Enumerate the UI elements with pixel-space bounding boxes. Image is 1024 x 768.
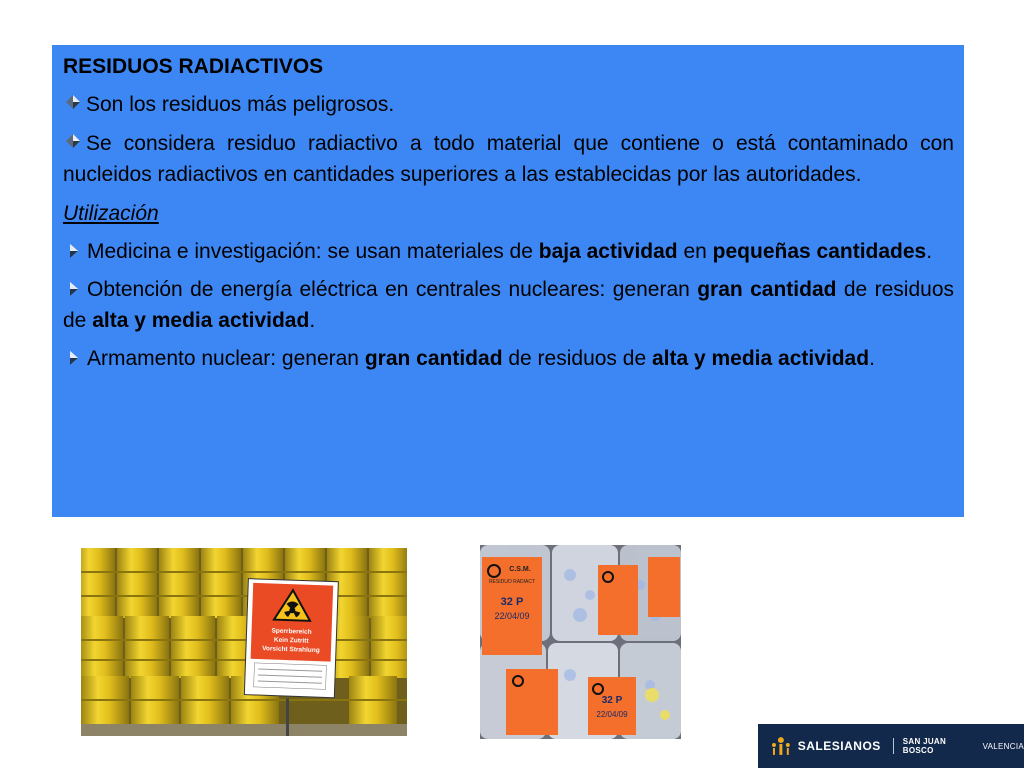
emphasis: gran cantidad xyxy=(364,347,503,370)
bullet-armamento: Armamento nuclear: generan gran cantidad de residuos de alta y media actividad. xyxy=(63,343,954,374)
triangle-arrow-icon xyxy=(69,243,79,259)
jar-label-5: 32 P xyxy=(601,695,623,706)
diamond-bullet-icon xyxy=(66,134,80,148)
jar-label-2: RESIDUO RADIACT xyxy=(488,579,536,585)
slide-title: RESIDUOS RADIACTIVOS xyxy=(63,55,324,78)
barrels-illustration xyxy=(81,548,407,736)
paragraph-1-text: Son los residuos más peligrosos. xyxy=(86,93,395,116)
emphasis: pequeñas cantidades xyxy=(712,240,927,263)
sign-line-1: Sperrbereich xyxy=(271,627,312,636)
jar-label-3: 32 P xyxy=(500,596,524,608)
triangle-arrow-icon xyxy=(69,350,79,366)
sign-line-2: Kein Zutritt xyxy=(273,636,309,645)
triangle-arrow-icon xyxy=(69,281,79,297)
diamond-bullet-icon xyxy=(66,95,80,109)
bullet-energia: Obtención de energía eléctrica en centrales nucleares: generan gran cantidad de residuos de alta y media actividad. xyxy=(63,278,954,332)
salesianos-logo-icon xyxy=(770,735,792,757)
paragraph-2 xyxy=(63,128,954,190)
photo-radioactive-jars xyxy=(480,545,681,739)
footer-logo-bar xyxy=(758,724,1024,768)
photo-radioactive-barrels xyxy=(81,548,407,736)
bullet-medicina: Medicina e investigación: se usan materiales de baja actividad en pequeñas cantidades. xyxy=(63,236,954,267)
sign-line-3: Vorsicht Strahlung xyxy=(262,645,320,655)
footer-divider xyxy=(893,738,894,754)
emphasis: baja actividad xyxy=(538,240,678,263)
emphasis: alta y media actividad xyxy=(92,309,310,332)
paragraph-1 xyxy=(63,89,954,120)
footer-brand: SALESIANOS xyxy=(797,739,881,753)
paragraph-2-text: Se considera residuo radiactivo a todo material que contiene o está contaminado con nucleidos radiactivos en cantidades superiores a las establecidas por las autoridades. xyxy=(63,132,954,186)
jar-label-6: 22/04/09 xyxy=(596,710,628,719)
jar-label-1: C.S.M. xyxy=(509,566,531,573)
content-box xyxy=(52,45,964,517)
footer-city: VALENCIA xyxy=(982,741,1024,751)
jar-label-4: 22/04/09 xyxy=(494,611,530,621)
jars-illustration xyxy=(480,545,681,739)
emphasis: alta y media actividad xyxy=(651,347,870,370)
emphasis: gran cantidad xyxy=(697,278,837,301)
footer-school: SAN JUAN BOSCO xyxy=(902,737,947,755)
subheading-utilizacion: Utilización xyxy=(63,202,159,225)
